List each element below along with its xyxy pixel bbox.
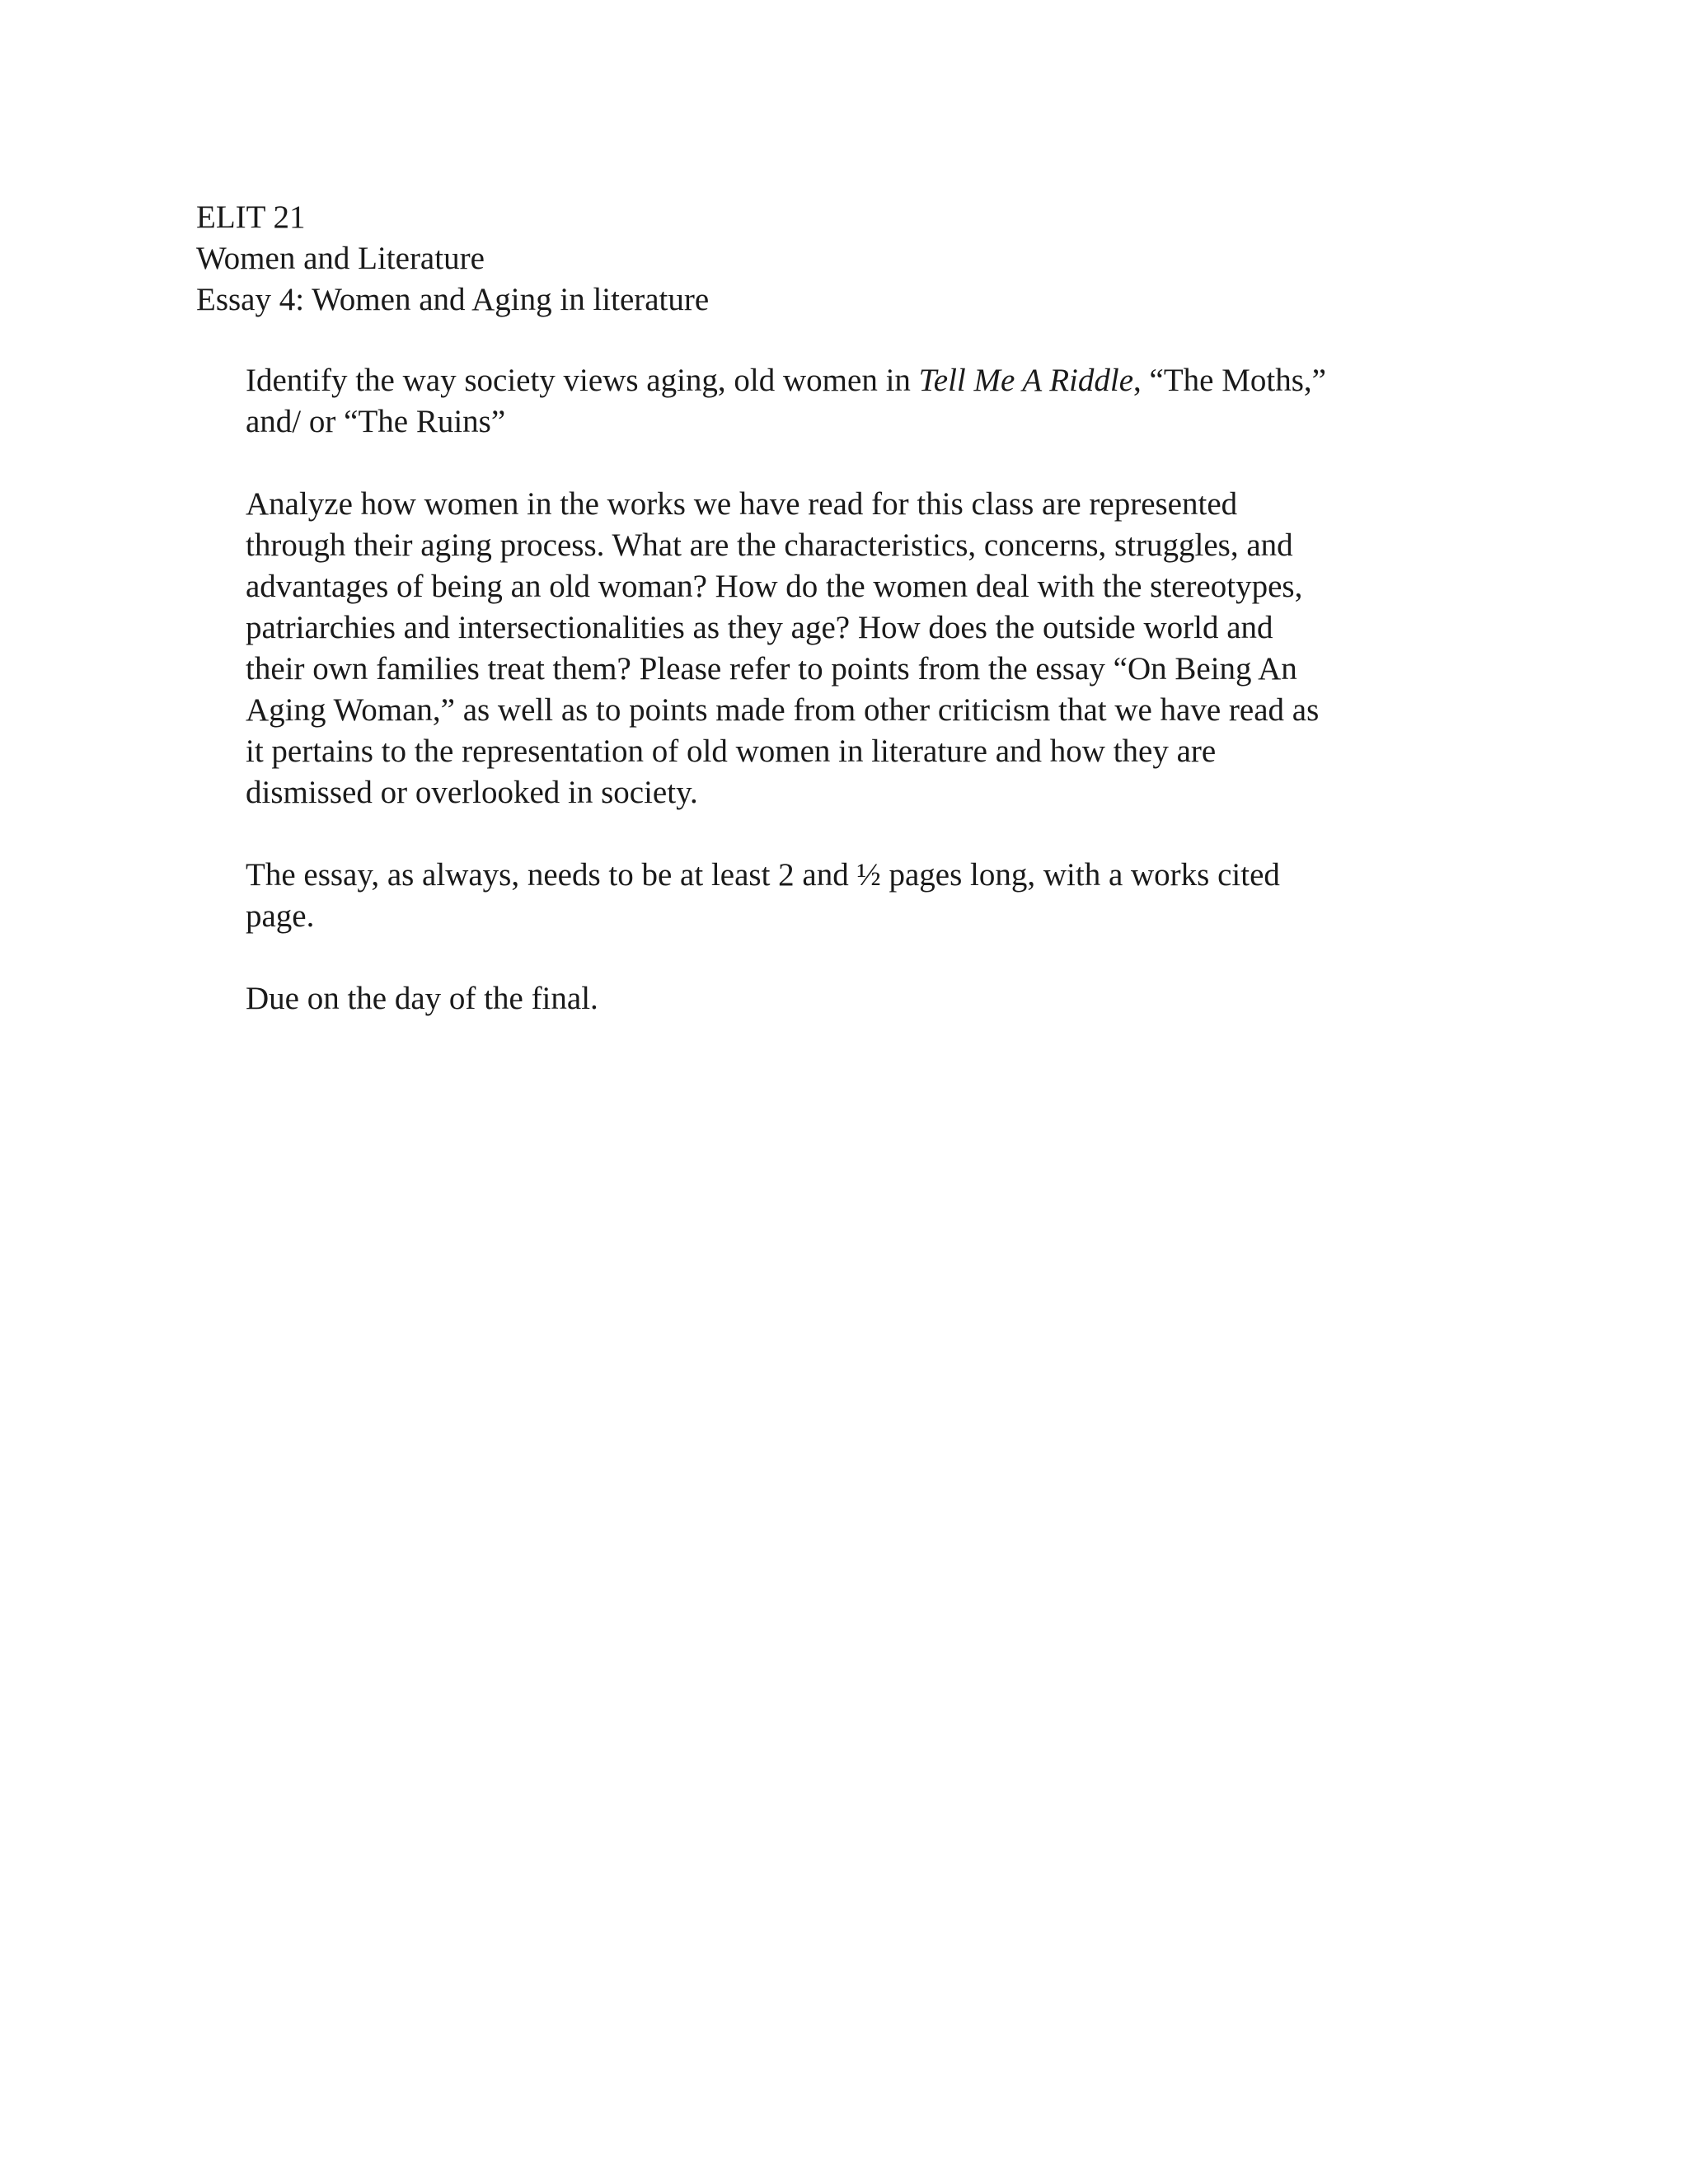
course-code: ELIT 21	[196, 199, 306, 235]
prompt-analyze-line: dismissed or overlooked in society.	[246, 775, 698, 810]
length-requirement	[246, 855, 1482, 937]
course-title: Women and Literature	[196, 241, 485, 276]
prompt-analyze-line: it pertains to the representation of old women in literature and how they are	[246, 733, 1217, 769]
prompt-analyze-line: Aging Woman,” as well as to points made from other criticism that we have read as	[246, 692, 1320, 728]
due-date-line: Due on the day of the final.	[246, 981, 598, 1016]
prompt-analyze-line: their own families treat them? Please refer to points from the essay “On Being An	[246, 651, 1297, 687]
length-requirement-line: page.	[246, 898, 315, 934]
due-date	[246, 978, 1482, 1019]
assignment-body	[246, 360, 1482, 1061]
prompt-identify-line	[246, 360, 1482, 401]
prompt-identify-line: and/ or “The Ruins”	[246, 404, 506, 439]
document-header	[196, 197, 1482, 321]
prompt-analyze-line: advantages of being an old woman? How do the women deal with the stereotypes,	[246, 569, 1303, 604]
assignment-title: Essay 4: Women and Aging in literature	[196, 282, 710, 317]
prompt-identify-text-continued: , “The Moths,”	[1133, 363, 1326, 398]
prompt-identify	[246, 360, 1482, 443]
book-title-tell-me-a-riddle: Tell Me A Riddle	[918, 363, 1134, 398]
prompt-analyze-line: patriarchies and intersectionalities as they age? How does the outside world and	[246, 610, 1273, 645]
prompt-analyze-line: Analyze how women in the works we have read for this class are represented	[246, 486, 1238, 522]
prompt-analyze-line: through their aging process. What are the characteristics, concerns, struggles, and	[246, 527, 1293, 563]
prompt-identify-text: Identify the way society views aging, old women in	[246, 363, 919, 398]
length-requirement-line: The essay, as always, needs to be at least 2 and ½ pages long, with a works cited	[246, 857, 1280, 893]
prompt-analyze	[246, 484, 1482, 813]
